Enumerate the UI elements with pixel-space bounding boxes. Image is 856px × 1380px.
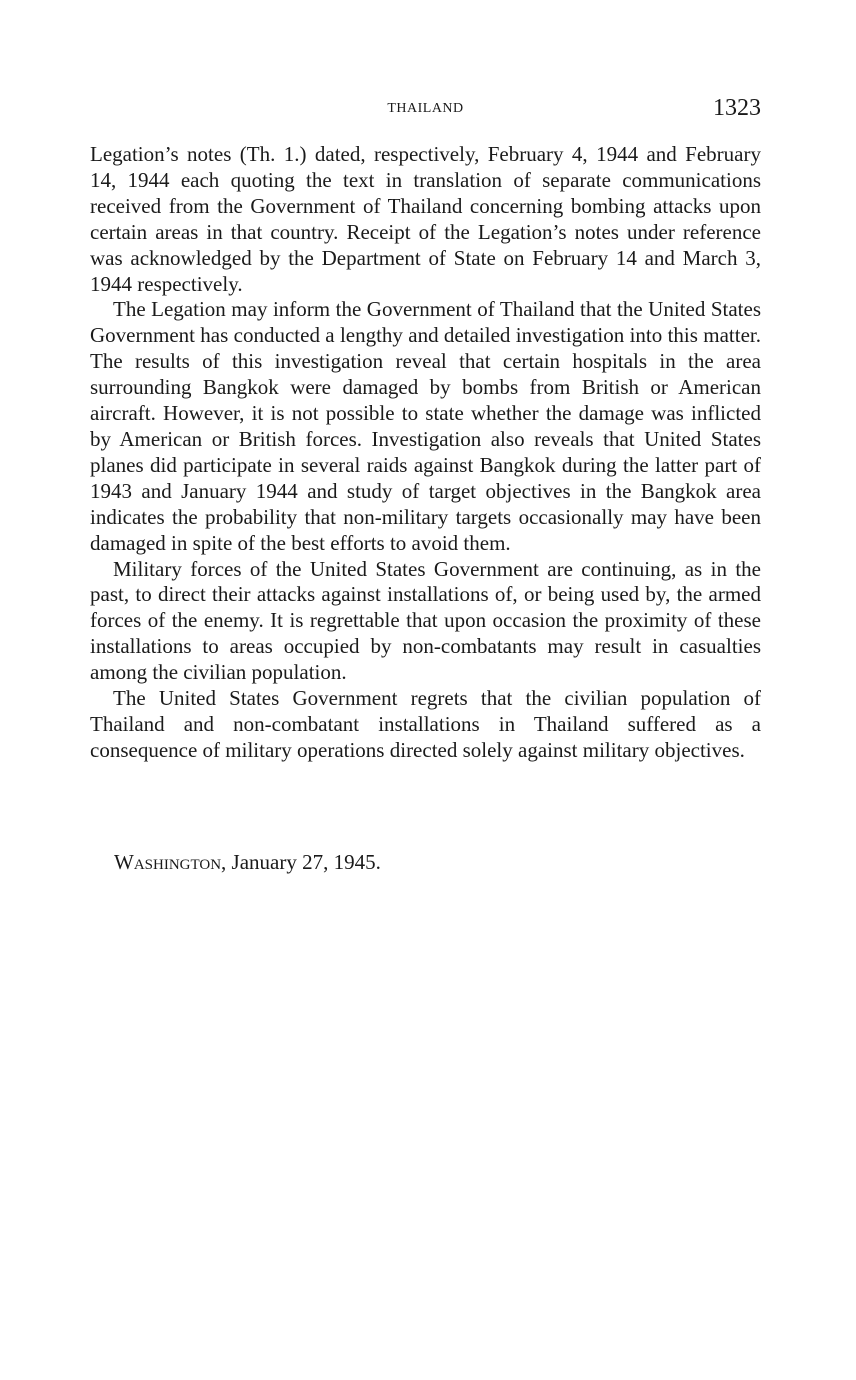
paragraph-military-forces: Military forces of the United States Government are continuing, as in the past, to direct their attacks against installations of, or being used by, the armed forces of the enemy. It is regrettable that upon occasion the proximity of these installations to areas occupied by non-combatants may result in casualties among the civilian population.	[90, 556, 761, 685]
paragraph-regrets: The United States Government regrets that the civilian population of Thailand and non-combatant installations in Thailand suffered as a consequence of military operations directed solely against military objectives.	[90, 686, 761, 762]
page-number: 1323	[713, 95, 761, 121]
signoff-place: Washington	[114, 850, 222, 874]
signoff-date: , January 27, 1945.	[221, 850, 381, 874]
paragraph-continuation: Legation’s notes (Th. 1.) dated, respectively, February 4, 1944 and February 14, 1944 each quoting the text in translation of separate communications received from the Government of Thailand concerning bombing attacks upon certain areas in that country. Receipt of the Legation’s notes under reference was acknowledged by the Department of State on February 14 and March 3, 1944 respectively.	[90, 142, 761, 296]
body-text	[90, 142, 761, 764]
running-head	[90, 95, 761, 125]
paragraph-investigation: The Legation may inform the Government of Thailand that the United States Government has conducted a lengthy and detailed investigation into this matter. The results of this investigation reveal that certain hospitals in the area surrounding Bangkok were damaged by bombs from British or American aircraft. However, it is not possible to state whether the damage was inflicted by American or British forces. Investigation also reveals that United States planes did participate in several raids against Bangkok during the latter part of 1943 and January 1944 and study of target objectives in the Bangkok area indicates the probability that non-military targets occasionally may have been damaged in spite of the best efforts to avoid them.	[90, 297, 761, 555]
signoff-line	[114, 849, 381, 875]
running-title: THAILAND	[387, 101, 464, 116]
